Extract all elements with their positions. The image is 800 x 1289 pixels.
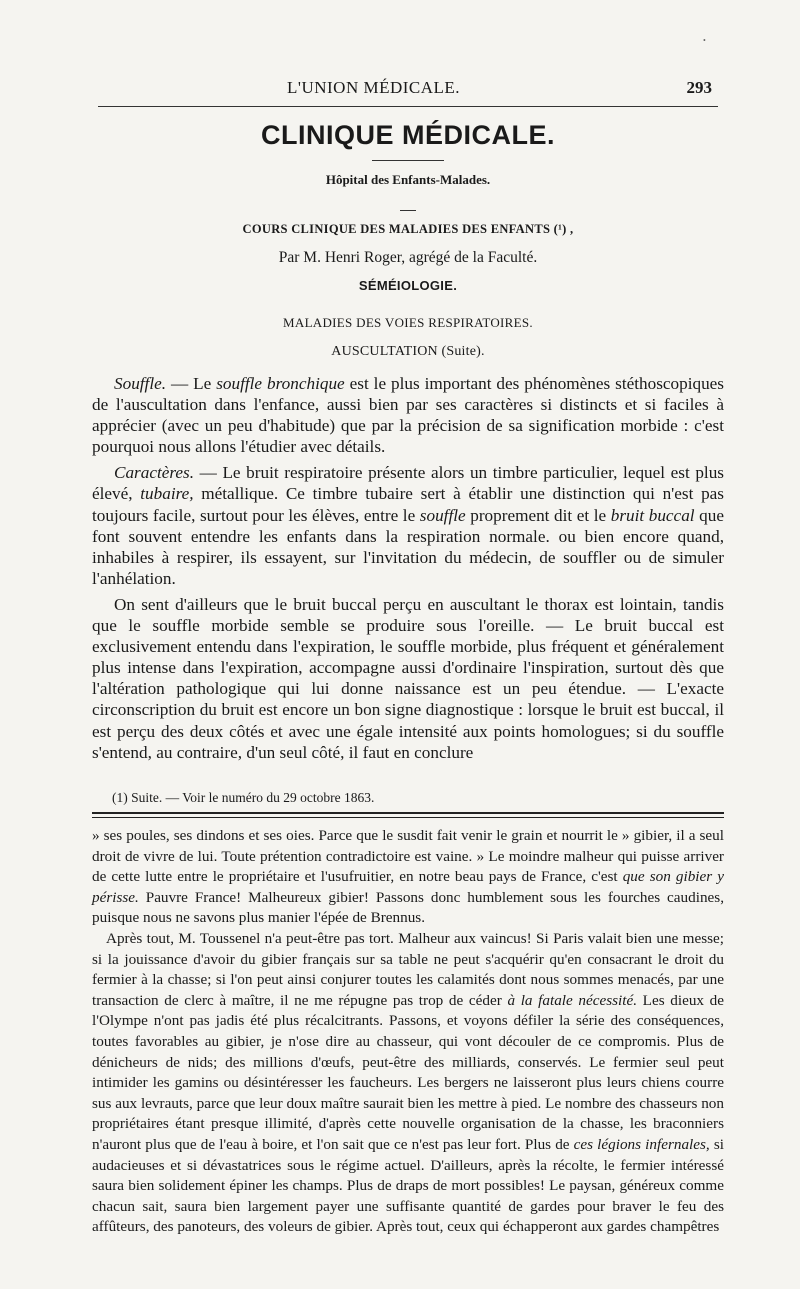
italic-run: ces légions infernales, xyxy=(573,1135,710,1153)
article-body xyxy=(92,373,724,763)
footnote: (1) Suite. — Voir le numéro du 29 octobre 1863. xyxy=(112,790,375,805)
article-paragraph xyxy=(92,462,724,589)
italic-run: Souffle. xyxy=(114,374,167,393)
newspaper-page: • L'UNION MÉDICALE. 293 CLINIQUE MÉDICALE. Hôpital des Enfants-Malades. COURS CLINIQUE DES MALADIES DES ENFANTS (¹) , Par M. Henri Roger, agrégé de la Faculté. SÉMÉIOLOGIE. MALADIES DES VOIES RESPIRATOIRES. AUSCULTATION (Suite). Souffle. — Le souffle bronchique est le plus important des phénomènes stéthoscopiques de l'auscultation dans l'enfance, aussi bien par ses caractères si distincts et si faciles à apprécier (avec un peu d'habitude) que par la précision de sa signification morbide : c'est pourquoi nous allons l'étudier avec détails. Caractères. — Le bruit respiratoire présente alors un timbre particulier, lequel est plus élevé, tubaire, métallique. Ce timbre tubaire sert à établir une distinction qui n'est pas toujours facile, surtout pour les élèves, entre le souffle proprement dit et le bruit buccal que font souvent entendre les enfants dans la respiration normale. ou bien encore quand, inhabiles à respirer, ils essayent, sur l'invitation du médecin, de souffler ou de simuler l'anhélation. On sent d'ailleurs que le bruit buccal perçu en auscultant le thorax est lointain, tandis que le souffle morbide semble se produire sous l'oreille. — Le bruit buccal est exclusivement entendu dans l'expiration, le souffle morbide, plus fréquent et généralement plus intense dans l'expiration, accompagne aussi d'ordinaire l'inspiration, surtout dès que l'altération pathologique qui lui donne naissance est un peu étendue. — L'exacte circonscription du bruit est encore un bon signe diagnostique : lorsque le bruit est buccal, il est perçu des deux côtés et avec une égale intensité aux points homologues; si du souffle s'entend, au contraire, d'un seul côté, il faut en conclure (1) Suite. — Voir le numéro du 29 octobre 1863. » ses poules, ses dindons et ses oies. Parce que le susdit fait venir le grain et nourrit le » gibier, il a seul droit de vivre de lui. Toute prétention contradictoire est vaine. » Le moindre malheur qui puisse arriver de cette lutte entre le propriétaire et l'usufruitier, en notre beau pays de France, c'est que son gibier y périsse. Pauvre France! Malheureux gibier! Passons donc humblement sous les fourches caudines, puisque nous ne savons plus manier l'épée de Brennus. Après tout, M. Toussenel n'a peut-être pas tort. Malheur aux vaincus! Si Paris valait bien une messe; si la jouissance d'avoir du gibier français sur sa table ne peut s'acquérir qu'en consacrant le droit du fermier à la chasse; si l'on peut ainsi conjurer toutes les calamités dont nous sommes menacés, par une transaction de clerc à maître, il ne me répugne pas trop de céder à la fatale nécessité. Les dieux de l'Olympe n'ont pas jadis été plus récalcitrants. Passons, et voyons défiler la série des conséquences, toutes favorables au gibier, je n'ose dire au chasseur, qui vont découler de ce compromis. Plus de dénicheurs de nids; des millions d'œufs, peut-être des milliards, conservés. Le fermier seul peut intimider les gamins ou désintéresser les faucheurs. Les bergers ne laisseront plus leurs chiens courre sus aux levrauts, parce que leur doux maître saurait bien les mettre à pied. Le nombre des chasseurs non propriétaires étant presque illimité, d'après cette nouvelle organisation de la chasse, les braconniers n'auront plus que de l'eau à boire, et l'on sait que ce n'est pas leur fort. Plus de ces légions infernales, si audacieuses et si dévastatrices sous le régime actuel. D'ailleurs, après la récolte, le fermier intéressé saura bien solidement épiner les champs. Plus de draps de mort possibles! Le paysan, généreux comme chacun sait, saura bien largement payer une suffisante quantité de gardes pour braver le feu des affûteurs, des panoteurs, des voleurs de gibier. Après tout, ceux qui échapperont aux gardes champêtres xyxy=(0,0,800,1289)
title-rule xyxy=(372,160,444,161)
article-title: CLINIQUE MÉDICALE. xyxy=(260,120,555,150)
subsubsection-heading: AUSCULTATION (Suite). xyxy=(331,344,485,359)
page-number: 293 xyxy=(686,78,712,97)
feuilleton-paragraph xyxy=(92,929,724,1238)
feuilleton-paragraph xyxy=(92,826,724,929)
text-run: est le plus important des phénomènes stéthoscopiques de l'auscultation dans l'enfance, aussi bien par ses caractères si distincts et si faciles à apprécier (avec un peu d'habitude) que par la précision de sa signification morbide : c'est pourquoi nous allons l'étudier avec détails. xyxy=(92,374,724,457)
running-title: L'UNION MÉDICALE. xyxy=(287,78,461,97)
italic-run: Caractères. xyxy=(114,463,195,483)
text-run: Les dieux de l'Olympe n'ont pas jadis été plus récalcitrants. Passons, et voyons défiler la série des conséquences, toutes favorables au gibier, je n'ose dire au chasseur, qui vont découler de ce compromis. Plus de dénicheurs de nids; des millions d'œufs, peut-être des milliards, conservés. Le fermier seul peut intimider les gamins ou désintéresser les faucheurs. Les bergers ne laisseront plus leurs chiens courre sus aux levrauts, parce que leur doux maître saurait bien les mettre à pied. Le nombre des chasseurs non propriétaires étant presque illimité, d'après cette nouvelle organisation de la chasse, les braconniers n'auront plus que de l'eau à boire, et l'on sait que ce n'est pas leur fort. Plus de xyxy=(92,991,724,1153)
text-run: métallique. Ce timbre tubaire sert à établir une distinction qui n'est pas toujours facile, surtout pour les élèves, entre le xyxy=(92,484,724,525)
text-run: Pauvre France! Malheureux gibier! Passons donc humblement sous les fourches caudines, puisque nous ne savons plus manier l'épée de Brennus. xyxy=(92,888,724,927)
text-run: — Le xyxy=(166,374,217,393)
running-head xyxy=(92,78,716,100)
text-run: que font souvent entendre les enfants dans la respiration normale. ou bien encore quand, inhabiles à respirer, ils essayent, sur l'invitation du médecin, de souffler ou de simuler l'anhélation. xyxy=(92,505,724,588)
text-run: — Le bruit respiratoire présente alors un timbre particulier, lequel est plus élevé, xyxy=(92,463,724,504)
author-line: Par M. Henri Roger, agrégé de la Faculté. xyxy=(278,249,538,266)
subsection-heading: MALADIES DES VOIES RESPIRATOIRES. xyxy=(283,315,533,330)
course-heading: COURS CLINIQUE DES MALADIES DES ENFANTS (¹) , xyxy=(242,222,574,236)
article-paragraph xyxy=(92,373,724,457)
text-run: si audacieuses et si dévastatrices sous le régime actuel. D'ailleurs, après la récolte, le fermier intéressé saura bien solidement épiner les champs. Plus de draps de mort possibles! Le paysan, généreux comme chacun sait, saura bien largement payer une suffisante quantité de gardes pour braver le feu des affûteurs, des panoteurs, des voleurs de gibier. Après tout, ceux qui échapperont aux gardes champêtres xyxy=(92,1135,724,1236)
feuilleton-rule-thin xyxy=(92,817,724,818)
feuilleton-rule xyxy=(92,812,724,814)
text-run: » ses poules, ses dindons et ses oies. Parce que le susdit fait venir le grain et nourrit le » gibier, il a seul droit de vivre de lui. Toute prétention contradictoire est vaine. » Le moindre malheur qui puisse arriver de cette lutte entre le propriétaire et l'usufruitier, en notre beau pays de France, c'est xyxy=(92,827,724,886)
italic-run: souffle xyxy=(419,505,466,525)
header-rule xyxy=(98,106,718,107)
text-run: proprement dit et le xyxy=(465,505,611,525)
hospital-line: Hôpital des Enfants-Malades. xyxy=(325,172,491,187)
italic-run: à la fatale nécessité. xyxy=(507,991,638,1009)
italic-run: bruit buccal xyxy=(610,505,695,525)
feuilleton-body xyxy=(92,826,724,1238)
italic-run: que son gibier y périsse. xyxy=(92,868,724,906)
text-run: On sent d'ailleurs que le bruit buccal perçu en auscultant le thorax est lointain, tandis que le souffle morbide semble se produire sous l'oreille. — Le bruit buccal est exclusivement entendu dans l'expiration, le souffle morbide, plus fréquent et généralement plus intense dans l'expiration, accompagne aussi d'ordinaire l'inspiration, surtout dès que l'altération pathologique qui lui donne naissance est un peu étendue. — L'exacte circonscription du bruit est encore un bon signe diagnostique : lorsque le bruit est buccal, il est perçu des deux côtés et avec une égale intensité aux points homologues; si du souffle s'entend, au contraire, d'un seul côté, il faut en conclure xyxy=(92,594,724,762)
italic-run: tubaire, xyxy=(140,484,194,504)
section-heading: SÉMÉIOLOGIE. xyxy=(358,278,458,293)
separator-dash xyxy=(400,210,416,211)
text-run: Après tout, M. Toussenel n'a peut-être pas tort. Malheur aux vaincus! Si Paris valait bien une messe; si la jouissance d'avoir du gibier français sur sa table ne peut s'acquérir qu'en consacrant le droit du fermier à la chasse; si l'on peut ainsi conjurer toutes les calamités dont nous sommes menacés, par une transaction de clerc à maître, il ne me répugne pas trop de céder xyxy=(92,929,724,1009)
article-paragraph xyxy=(92,594,724,763)
italic-run: souffle bronchique xyxy=(216,374,345,393)
